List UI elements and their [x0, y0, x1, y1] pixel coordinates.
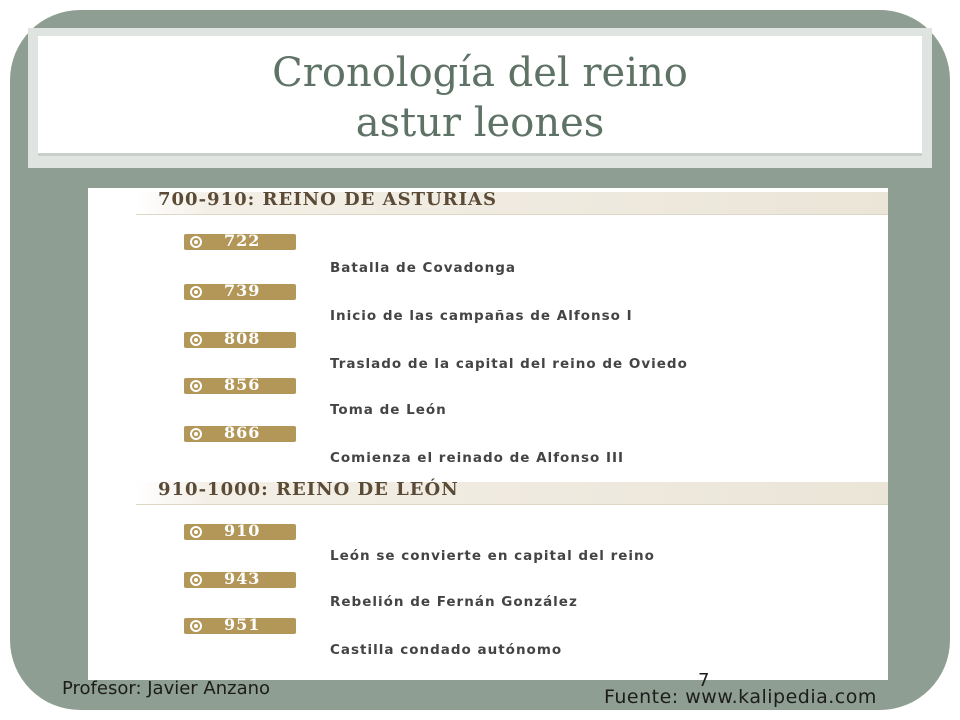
year-label: 722 [224, 231, 261, 250]
year-label: 856 [224, 375, 261, 394]
bullet-icon [190, 428, 202, 440]
event-label: Batalla de Covadonga [330, 260, 516, 276]
event-label: Traslado de la capital del reino de Oviedo [330, 356, 688, 372]
year-badge [184, 521, 296, 540]
title-line-2: astur leones [355, 100, 605, 146]
event-label: Castilla condado autónomo [330, 642, 563, 658]
timeline-image [88, 188, 888, 680]
year-label: 951 [224, 615, 261, 634]
bullet-icon [190, 380, 202, 392]
year-badge [184, 375, 296, 394]
page-number: 7 [698, 670, 710, 691]
year-label: 739 [224, 281, 261, 300]
year-badge [184, 281, 296, 300]
title-line-1: Cronología del reino [272, 50, 688, 96]
section-header-asturias [136, 189, 888, 215]
section-header-label: 910-1000: REINO DE LEÓN [158, 479, 459, 500]
year-label: 943 [224, 569, 261, 588]
bullet-icon [190, 574, 202, 586]
year-badge [184, 569, 296, 588]
bullet-icon [190, 236, 202, 248]
section-header-label: 700-910: REINO DE ASTURIAS [158, 189, 498, 210]
event-label: León se convierte en capital del reino [330, 548, 655, 564]
year-badge [184, 423, 296, 442]
bullet-icon [190, 620, 202, 632]
source-label: Fuente: www.kalipedia.com [604, 686, 877, 708]
event-label: Inicio de las campañas de Alfonso I [330, 308, 633, 324]
bullet-icon [190, 334, 202, 346]
bullet-icon [190, 526, 202, 538]
year-badge [184, 615, 296, 634]
event-label: Rebelión de Fernán González [330, 594, 578, 610]
author-label: Profesor: Javier Anzano [62, 678, 271, 699]
year-badge [184, 231, 296, 250]
title-box [28, 28, 932, 168]
section-header-leon [136, 479, 888, 505]
year-label: 808 [224, 329, 261, 348]
year-badge [184, 329, 296, 348]
bullet-icon [190, 286, 202, 298]
event-label: Comienza el reinado de Alfonso III [330, 450, 625, 466]
event-label: Toma de León [330, 402, 447, 418]
year-label: 910 [224, 521, 261, 540]
slide-title [38, 36, 922, 156]
year-label: 866 [224, 423, 261, 442]
